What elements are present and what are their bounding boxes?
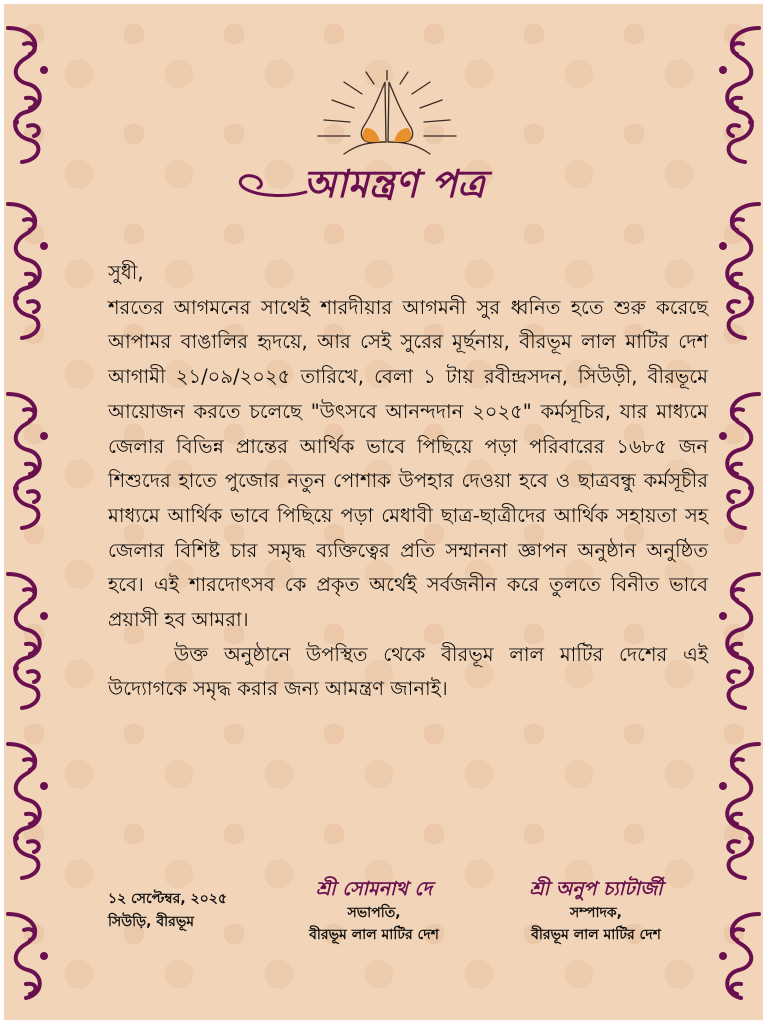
letter-paragraph-2: উক্ত অনুষ্ঠানে উপস্থিত থেকে বীরভূম লাল মাটির দেশের এই উদ্যোগকে সমৃদ্ধ করার জন্য আমন্ত্রণ জানাই। xyxy=(108,642,708,701)
scroll-ornament-icon xyxy=(717,904,763,1014)
scroll-ornament-icon xyxy=(717,384,763,534)
scroll-ornament-icon xyxy=(4,564,50,714)
signatory-role: সম্পাদক, xyxy=(570,905,622,921)
scroll-ornament-icon xyxy=(4,904,50,1014)
scroll-ornament-icon xyxy=(717,564,763,714)
scroll-ornament-icon xyxy=(717,194,763,344)
scroll-ornament-icon xyxy=(4,384,50,534)
scroll-ornament-icon xyxy=(4,734,50,884)
salutation: সুধী, xyxy=(108,261,144,284)
letter-date: ১২ সেপ্টেম্বর, ২০২৫ xyxy=(108,891,227,907)
date-place-block xyxy=(108,888,227,934)
folded-hands-icon xyxy=(314,70,460,162)
invitation-card xyxy=(4,4,763,1020)
scroll-ornament-icon xyxy=(4,18,50,168)
letter-body xyxy=(108,256,708,707)
signatory-name: শ্রী অনুপ চ্যাটার্জী xyxy=(529,878,663,900)
scroll-ornament-icon xyxy=(717,734,763,884)
signatory-role: সভাপতি, xyxy=(347,905,401,921)
signatory-name: শ্রী সোমনাথ দে xyxy=(315,878,433,900)
signatory-org: বীরভূম লাল মাটির দেশ xyxy=(531,927,661,943)
letter-paragraph-1: শরতের আগমনের সাথেই শারদীয়ার আগমনী সুর ধ্বনিত হতে শুরু করেছে আপামর বাঙালির হৃদয়ে, আর সেই সুরের মূর্ছনায়, বীরভূম লাল মাটির দেশ আগামী ২১/০৯/২০২৫ তারিখে, বেলা ১ টায় রবীন্দ্রসদন, সিউড়ী, বীরভূমে আয়োজন করতে চলেছে "উৎসবে আনন্দদান ২০২৫" কর্মসূচির, যার মাধ্যমে জেলার বিভিন্ন প্রান্তের আর্থিক ভাবে পিছিয়ে পড়া পরিবারের ১৬৮৫ জন শিশুদের হাতে পুজোর নতুন পোশাক উপহার দেওয়া হবে ও ছাত্রবন্ধু কর্মসূচীর মাধ্যমে আর্থিক ভাবে পিছিয়ে পড়া মেধাবী ছাত্র-ছাত্রীদের আর্থিক সহায়তা সহ জেলার বিশিষ্ট চার সমৃদ্ধ ব্যক্তিত্বের প্রতি সম্মাননা জ্ঞাপন অনুষ্ঠান অনুষ্ঠিত হবে। এই শারদোৎসব কে প্রকৃত অর্থেই সর্বজনীন করে তুলতে বিনীত ভাবে প্রয়াসী হব আমরা। xyxy=(108,295,708,632)
signature-president xyxy=(274,876,474,946)
signature-secretary xyxy=(486,876,706,946)
page-title: আমন্ত্রণ পত্র xyxy=(303,161,485,206)
right-ornamental-border xyxy=(717,4,763,1020)
left-ornamental-border xyxy=(4,4,50,1020)
scroll-ornament-icon xyxy=(4,194,50,344)
scroll-ornament-icon xyxy=(717,18,763,168)
signatory-org: বীরভূম লাল মাটির দেশ xyxy=(309,927,439,943)
letter-place: সিউড়ি, বীরভূম xyxy=(108,914,195,930)
